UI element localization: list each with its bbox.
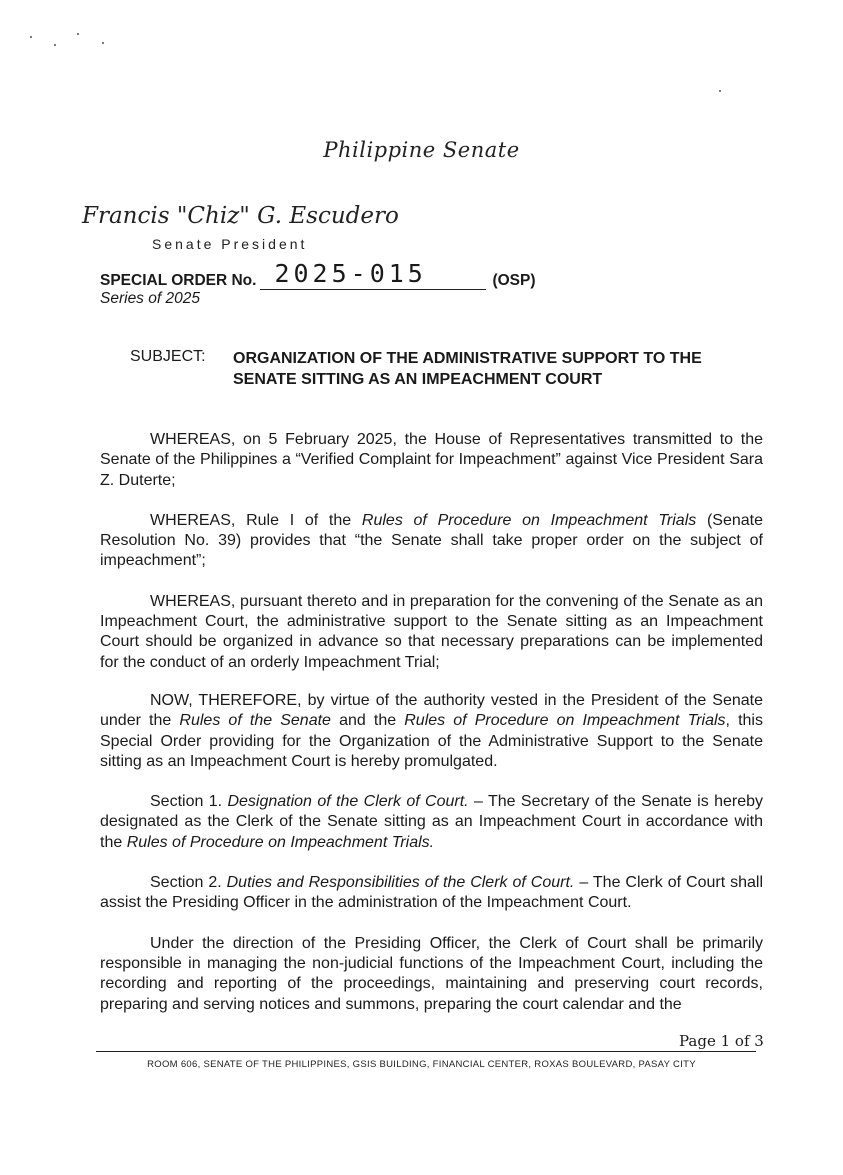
footer-divider	[96, 1051, 756, 1052]
signatory-signature: Francis "Chiz" G. Escudero	[82, 203, 399, 229]
order-number: 2025-015	[260, 260, 486, 290]
text-run: WHEREAS, on 5 February 2025, the House of Representatives transmitted to the Senate of the Philippines a “Verified Complaint for Impeachment” against Vice President Sara Z. Duterte;	[100, 431, 763, 489]
body-paragraph	[100, 873, 763, 914]
order-series: Series of 2025	[100, 290, 200, 307]
body-paragraph	[100, 430, 763, 491]
text-run: – The Clerk of Court shall assist the Presiding Officer in the administration of the Impeachment Court.	[100, 874, 764, 912]
footer-address: ROOM 606, SENATE OF THE PHILIPPINES, GSIS BUILDING, FINANCIAL CENTER, ROXAS BOULEVARD, PASAY CITY	[147, 1059, 696, 1070]
body-paragraph	[100, 691, 763, 772]
document-body	[100, 430, 763, 1035]
text-run: Section 1.	[150, 793, 228, 811]
order-label: SPECIAL ORDER No.	[100, 272, 257, 289]
signatory-title: Senate President	[152, 236, 308, 252]
body-paragraph	[100, 934, 763, 1015]
italic-text-run: Duties and Responsibilities of the Clerk of Court.	[226, 874, 575, 892]
subject-label: SUBJECT:	[130, 348, 206, 365]
scan-speck	[77, 33, 79, 35]
italic-text-run: Designation of the Clerk of Court.	[227, 793, 469, 811]
subject-text: ORGANIZATION OF THE ADMINISTRATIVE SUPPORT TO THE SENATE SITTING AS AN IMPEACHMENT COURT	[233, 350, 702, 388]
text-run: WHEREAS, Rule I of the	[150, 511, 362, 529]
text-run: (Senate Resolution No. 39) provides that “the Senate shall take proper order on the subject of impeachment”;	[100, 511, 764, 570]
institution-masthead: Philippine Senate	[323, 138, 520, 162]
scan-speck	[102, 42, 104, 44]
text-run: WHEREAS, pursuant thereto and in preparation for the convening of the Senate as an Impeachment Court, the administrative support to the Senate sitting as an Impeachment Court should be organized in advance so that necessary preparations can be implemented for the conduct of an orderly Impeachment Trial;	[100, 592, 763, 671]
italic-text-run: Rules of the Senate	[179, 712, 331, 730]
order-suffix: (OSP)	[492, 272, 536, 289]
italic-text-run: Rules of Procedure on Impeachment Trials.	[126, 833, 435, 851]
text-run: Section 2.	[150, 874, 227, 892]
special-order-line	[100, 256, 536, 290]
text-run: , this Special Order providing for the Organization of the Administrative Support to the Senate sitting as an Impeachment Court is hereby promulgated.	[100, 712, 763, 770]
scan-speck	[719, 90, 721, 92]
text-run: Under the direction of the Presiding Officer, the Clerk of Court shall be primarily responsible in managing the non-judicial functions of the Impeachment Court, including the recording and reporting of the proceedings, maintaining and preserving court records, preparing and serving notices and summons, preparing the court calendar and the	[100, 934, 763, 1013]
body-paragraph	[100, 592, 763, 673]
page-number: Page 1 of 3	[679, 1032, 764, 1050]
text-run: – The Secretary of the Senate is hereby designated as the Clerk of the Senate sitting as an Impeachment Court in accordance with the	[100, 793, 764, 851]
text-run: NOW, THEREFORE, by virtue of the authority vested in the President of the Senate under the	[100, 691, 763, 730]
italic-text-run: Rules of Procedure on Impeachment Trials	[404, 712, 726, 730]
italic-text-run: Rules of Procedure on Impeachment Trials	[361, 511, 697, 529]
body-paragraph	[100, 511, 763, 572]
scan-speck	[54, 44, 56, 46]
body-paragraph	[100, 792, 763, 853]
text-run: and the	[330, 712, 405, 730]
scan-speck	[30, 36, 32, 38]
